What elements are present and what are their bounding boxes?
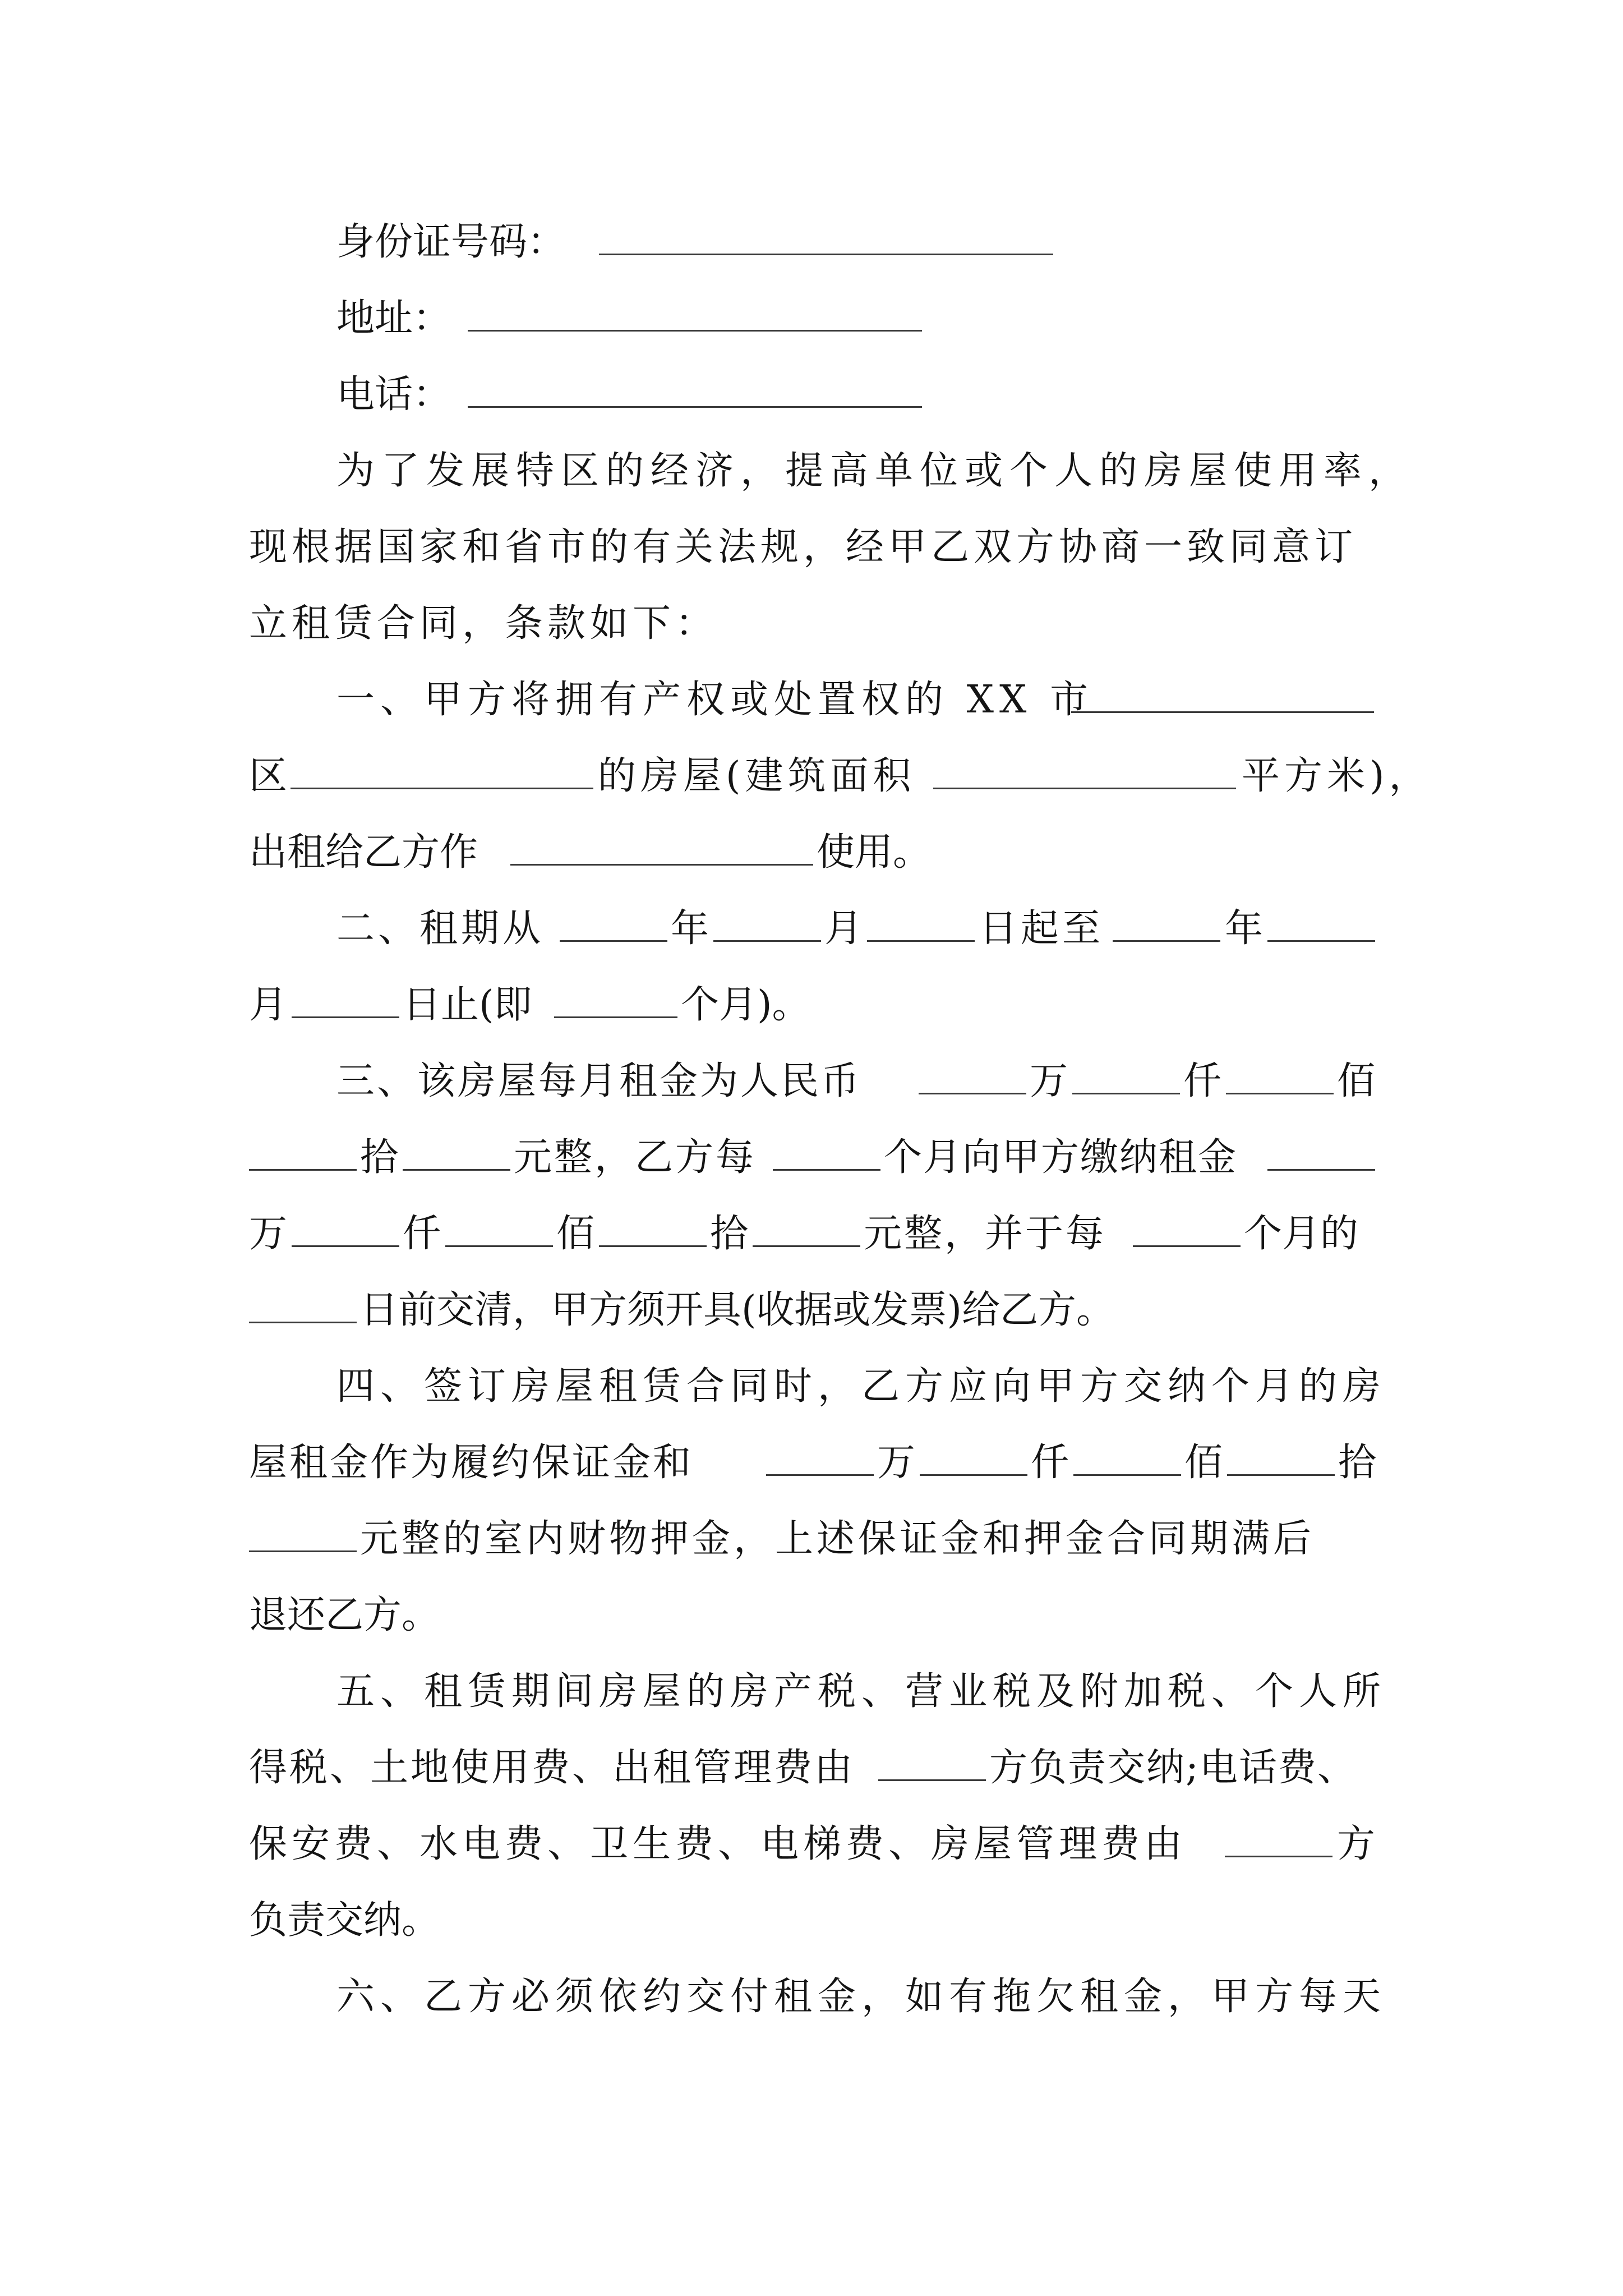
clause-1-line <box>0 825 1623 881</box>
pay-wan-blank[interactable] <box>1267 1169 1375 1171</box>
clause-text: 佰 <box>1337 1059 1376 1103</box>
end-day-blank[interactable] <box>292 1016 399 1018</box>
pay-interval-blank[interactable] <box>773 1169 880 1171</box>
clause-text: 使用。 <box>817 830 932 875</box>
clause-text: 元整，并于每 <box>864 1212 1106 1256</box>
address-line <box>0 291 1623 347</box>
clause-text: 四、签订房屋租赁合同时，乙方应向甲方交纳个月的房 <box>336 1364 1387 1409</box>
clause-1-line <box>0 748 1623 804</box>
pay-yuan-blank[interactable] <box>753 1245 860 1247</box>
end-month-blank[interactable] <box>1267 940 1375 942</box>
clause-text: 仟 <box>1031 1441 1069 1485</box>
clause-5-line <box>0 1740 1623 1796</box>
clause-2-line <box>0 977 1623 1033</box>
end-year-blank[interactable] <box>1113 940 1220 942</box>
address-blank[interactable] <box>468 330 922 332</box>
clause-text: 出租给乙方作 <box>249 830 478 875</box>
clause-text: 仟 <box>403 1212 441 1256</box>
deposit-bai-blank[interactable] <box>1073 1474 1181 1476</box>
clause-text: 的房屋(建筑面积 <box>598 754 916 798</box>
area-blank[interactable] <box>933 788 1236 789</box>
id-number-line <box>0 214 1623 270</box>
rent-bai-blank[interactable] <box>1226 1093 1334 1094</box>
tax-party-blank[interactable] <box>878 1779 986 1781</box>
paragraph-text: 为了发展特区的经济，提高单位或个人的房屋使用率， <box>336 449 1414 493</box>
clause-text: 月 <box>249 983 288 1027</box>
rent-yuan-blank[interactable] <box>403 1169 510 1171</box>
phone-blank[interactable] <box>468 406 922 408</box>
clause-text: 日前交清，甲方须开具(收据或发票)给乙方。 <box>360 1288 1115 1332</box>
clause-text: 屋租金作为履约保证金和 <box>249 1441 694 1485</box>
deposit-yuan-blank[interactable] <box>249 1550 357 1552</box>
clause-text: 仟 <box>1183 1059 1222 1103</box>
city-blank[interactable] <box>1071 711 1374 713</box>
clause-text: 万 <box>877 1441 916 1485</box>
rent-qian-blank[interactable] <box>1072 1093 1180 1094</box>
clause-text: 拾 <box>710 1212 749 1256</box>
fee-party-blank[interactable] <box>1225 1856 1332 1857</box>
clause-3-line <box>0 1053 1623 1110</box>
clause-text: 万 <box>249 1212 288 1256</box>
start-month-blank[interactable] <box>713 940 821 942</box>
clause-text: 拾 <box>360 1135 399 1180</box>
deposit-wan-blank[interactable] <box>766 1474 874 1476</box>
clause-text: 方 <box>1337 1822 1376 1866</box>
clause-1-line <box>0 672 1623 728</box>
start-day-blank[interactable] <box>867 940 975 942</box>
intro-paragraph-line <box>0 596 1623 652</box>
clause-text: 年 <box>671 907 709 951</box>
pay-bai-blank[interactable] <box>445 1245 553 1247</box>
rent-wan-blank[interactable] <box>919 1093 1026 1094</box>
clause-text: 平方米)， <box>1242 754 1432 798</box>
month-count-blank[interactable] <box>554 1016 677 1018</box>
clause-text: 佰 <box>1184 1441 1223 1485</box>
district-blank[interactable] <box>291 788 593 789</box>
pay-qian-blank[interactable] <box>292 1245 399 1247</box>
clause-text: 五、租赁期间房屋的房产税、营业税及附加税、个人所 <box>336 1669 1387 1714</box>
clause-3-line <box>0 1206 1623 1262</box>
clause-text: 二、租期从 <box>336 907 545 951</box>
clause-4-line <box>0 1588 1623 1644</box>
clause-text: 佰 <box>556 1212 595 1256</box>
clause-text: 日起至 <box>979 907 1104 951</box>
phone-line <box>0 367 1623 423</box>
clause-text: 六、乙方必须依约交付租金，如有拖欠租金，甲方每天 <box>336 1975 1387 2019</box>
clause-text: 一、甲方将拥有产权或处置权的 XX 市 <box>336 678 1094 722</box>
clause-text: 方负责交纳;电话费、 <box>989 1746 1357 1790</box>
clause-4-line <box>0 1435 1623 1491</box>
start-year-blank[interactable] <box>560 940 667 942</box>
clause-text: 退还乙方。 <box>249 1593 440 1637</box>
clause-text: 拾 <box>1338 1441 1377 1485</box>
clause-5-line <box>0 1893 1623 1949</box>
deposit-qian-blank[interactable] <box>920 1474 1027 1476</box>
pay-shi-blank[interactable] <box>599 1245 707 1247</box>
clause-text: 元整的室内财物押金，上述保证金和押金合同期满后 <box>360 1517 1315 1561</box>
clause-text: 保安费、水电费、卫生费、电梯费、房屋管理费由 <box>249 1822 1187 1866</box>
deposit-shi-blank[interactable] <box>1227 1474 1335 1476</box>
clause-4-line <box>0 1511 1623 1567</box>
intro-paragraph-line <box>0 519 1623 576</box>
clause-text: 个月向甲方缴纳租金 <box>884 1135 1238 1180</box>
clause-4-line <box>0 1359 1623 1415</box>
clause-5-line <box>0 1664 1623 1720</box>
clause-text: 得税、土地使用费、出租管理费由 <box>249 1746 855 1790</box>
clause-text: 个月的 <box>1244 1212 1359 1256</box>
due-day-blank[interactable] <box>249 1322 357 1323</box>
clause-2-line <box>0 901 1623 957</box>
clause-text: 区 <box>249 754 288 798</box>
rent-shi-blank[interactable] <box>249 1169 357 1171</box>
clause-3-line <box>0 1282 1623 1338</box>
paragraph-text: 立租赁合同，条款如下： <box>249 601 718 646</box>
phone-label: 电话： <box>336 372 451 417</box>
clause-text: 月 <box>824 907 863 951</box>
clause-text: 个月)。 <box>681 983 810 1027</box>
address-label: 地址： <box>336 296 451 341</box>
clause-text: 万 <box>1030 1059 1068 1103</box>
clause-text: 年 <box>1225 907 1264 951</box>
usage-blank[interactable] <box>510 864 813 866</box>
clause-5-line <box>0 1816 1623 1872</box>
clause-text: 日止(即 <box>403 983 532 1027</box>
clause-text: 元整，乙方每 <box>514 1135 757 1180</box>
id-number-label: 身份证号码： <box>336 220 566 264</box>
clause-3-line <box>0 1130 1623 1186</box>
intro-paragraph-line <box>0 443 1623 499</box>
due-interval-blank[interactable] <box>1133 1245 1241 1247</box>
clause-6-line <box>0 1969 1623 2025</box>
clause-text: 三、该房屋每月租金为人民币 <box>336 1059 862 1103</box>
id-number-blank[interactable] <box>599 254 1053 255</box>
clause-text: 负责交纳。 <box>249 1898 440 1943</box>
paragraph-text: 现根据国家和省市的有关法规，经甲乙双方协商一致同意订 <box>249 525 1358 569</box>
